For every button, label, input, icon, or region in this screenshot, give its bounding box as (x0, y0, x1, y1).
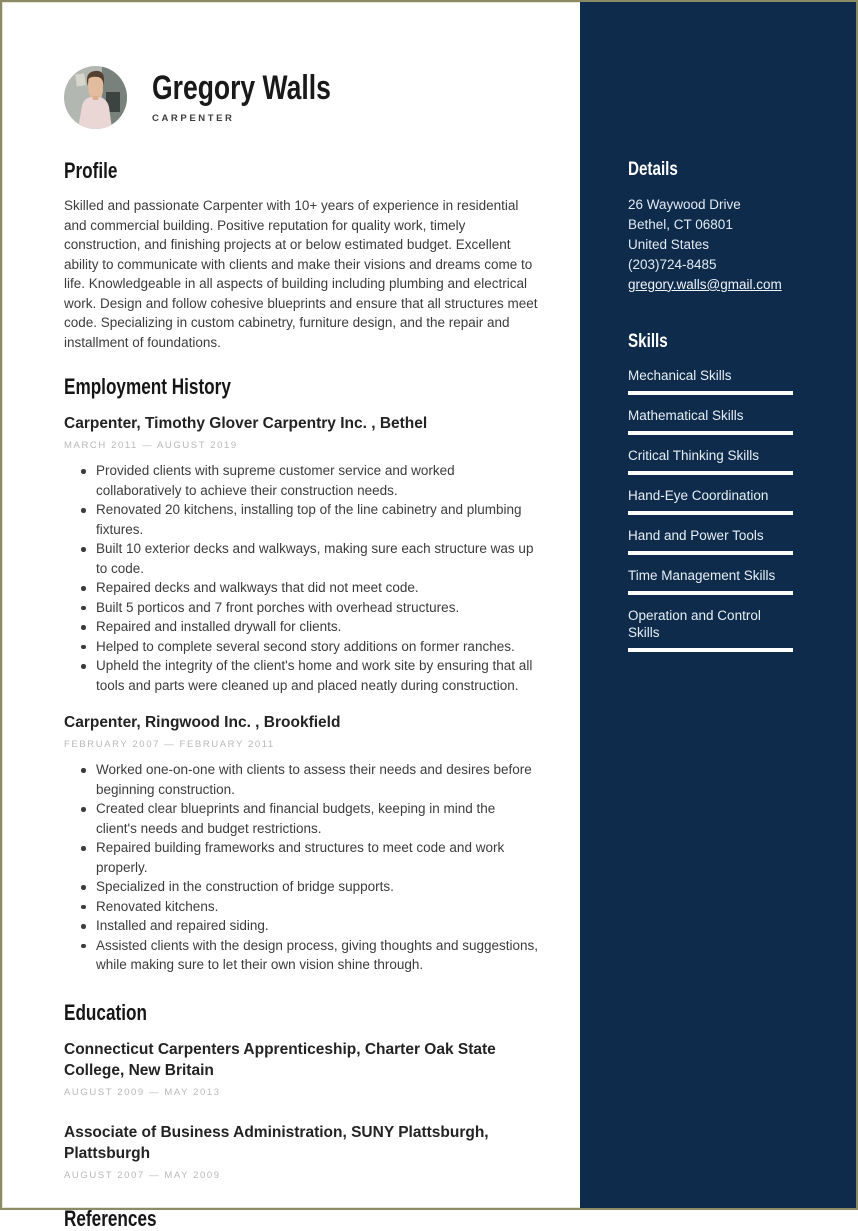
profile-photo-image (64, 66, 127, 129)
references-section (64, 1207, 538, 1231)
details-section (628, 160, 856, 295)
skill-bar (628, 431, 793, 435)
address-line: United States (628, 236, 710, 252)
address-line: 26 Waywood Drive (628, 196, 741, 212)
profile-section (64, 159, 538, 352)
skill-bar (628, 511, 793, 515)
skill-label: Mathematical Skills (628, 407, 744, 423)
skill-item (628, 527, 793, 555)
job-bullet: Repaired building frameworks and structures to meet code and work properly. (64, 838, 538, 877)
profile-photo (64, 66, 127, 129)
education-entry (64, 1039, 538, 1098)
job-bullet: Upheld the integrity of the client's home and work site by ensuring that all tools and parts were cleaned up and placed neatly during construction. (64, 656, 538, 695)
main-column (2, 2, 580, 1231)
employment-section (64, 375, 538, 975)
skill-bar (628, 551, 793, 555)
skill-label: Time Management Skills (628, 567, 776, 583)
profile-text: Skilled and passionate Carpenter with 10+ years of experience in residential and commercial building. Positive reputation for quality work, timely construction, and finishing projects at or below estimated budget. Excellent ability to communicate with clients and make their visions and dreams come to life. Knowledgeable in all aspects of building including plumbing and electrical work. Design and follow cohesive blueprints and ensure that all structures meet code. Specializing in custom cabinetry, furniture design, and the repair and installment of foundations. (64, 198, 538, 350)
job-bullet: Specialized in the construction of bridge supports. (64, 877, 538, 897)
job-bullet: Provided clients with supreme customer service and worked collaboratively to achieve their construction needs. (64, 461, 538, 500)
skills-heading: Skills (628, 330, 668, 352)
education-dates: AUGUST 2007 — MAY 2009 (64, 1170, 221, 1182)
job-bullet: Worked one-on-one with clients to assess their needs and desires before beginning construction. (64, 760, 538, 799)
job-title: Carpenter, Timothy Glover Carpentry Inc. , Bethel (64, 415, 428, 433)
skill-bar (628, 591, 793, 595)
job-entry (64, 712, 538, 975)
phone-number: (203)724-8485 (628, 256, 717, 272)
skill-item (628, 407, 793, 435)
job-bullet: Built 10 exterior decks and walkways, making sure each structure was up to code. (64, 539, 538, 578)
job-bullet: Renovated 20 kitchens, installing top of the line cabinetry and plumbing fixtures. (64, 500, 538, 539)
education-entry (64, 1122, 538, 1181)
skill-label: Hand and Power Tools (628, 527, 764, 543)
job-bullet: Built 5 porticos and 7 front porches with overhead structures. (64, 598, 538, 618)
sidebar (580, 2, 856, 1208)
job-bullet: Installed and repaired siding. (64, 916, 538, 936)
skill-item (628, 447, 793, 475)
details-heading: Details (628, 159, 678, 180)
skill-bar (628, 391, 793, 395)
job-bullet: Repaired and installed drywall for clients. (64, 617, 538, 637)
education-section (64, 1001, 538, 1181)
skill-item (628, 487, 793, 515)
skill-label: Hand-Eye Coordination (628, 487, 769, 503)
job-dates: FEBRUARY 2007 — FEBRUARY 2011 (64, 739, 275, 751)
skill-label: Critical Thinking Skills (628, 447, 760, 463)
candidate-job-title: CARPENTER (152, 113, 235, 125)
job-bullet-list (64, 760, 538, 975)
education-title: Connecticut Carpenters Apprenticeship, Charter Oak State College, New Britain (64, 1041, 496, 1080)
skill-bar (628, 648, 793, 652)
skill-bar (628, 471, 793, 475)
employment-heading: Employment History (64, 374, 231, 400)
skill-item (628, 367, 793, 395)
job-bullet-list (64, 461, 538, 695)
references-heading: References (64, 1206, 157, 1231)
job-dates: MARCH 2011 — AUGUST 2019 (64, 440, 238, 452)
skill-label: Mechanical Skills (628, 367, 732, 383)
header (64, 66, 538, 129)
address-line: Bethel, CT 06801 (628, 216, 733, 232)
job-bullet: Repaired decks and walkways that did not meet code. (64, 578, 538, 598)
job-bullet: Helped to complete several second story additions on former ranches. (64, 637, 538, 657)
job-bullet: Created clear blueprints and financial budgets, keeping in mind the client's needs and budget restrictions. (64, 799, 538, 838)
skill-label: Operation and Control Skills (628, 607, 761, 640)
candidate-name: Gregory Walls (152, 68, 331, 107)
skill-item (628, 567, 793, 595)
job-bullet: Renovated kitchens. (64, 897, 538, 917)
education-heading: Education (64, 999, 147, 1025)
job-entry (64, 413, 538, 695)
skill-item (628, 607, 793, 652)
header-text (152, 68, 381, 125)
education-title: Associate of Business Administration, SUNY Plattsburgh, Plattsburgh (64, 1124, 489, 1163)
job-title: Carpenter, Ringwood Inc. , Brookfield (64, 714, 341, 732)
job-bullet: Assisted clients with the design process, giving thoughts and suggestions, while making sure to let their own vision shine through. (64, 936, 538, 975)
skills-section (628, 332, 856, 652)
education-dates: AUGUST 2009 — MAY 2013 (64, 1087, 221, 1099)
email-link[interactable]: gregory.walls@gmail.com (628, 276, 782, 292)
profile-heading: Profile (64, 158, 118, 183)
